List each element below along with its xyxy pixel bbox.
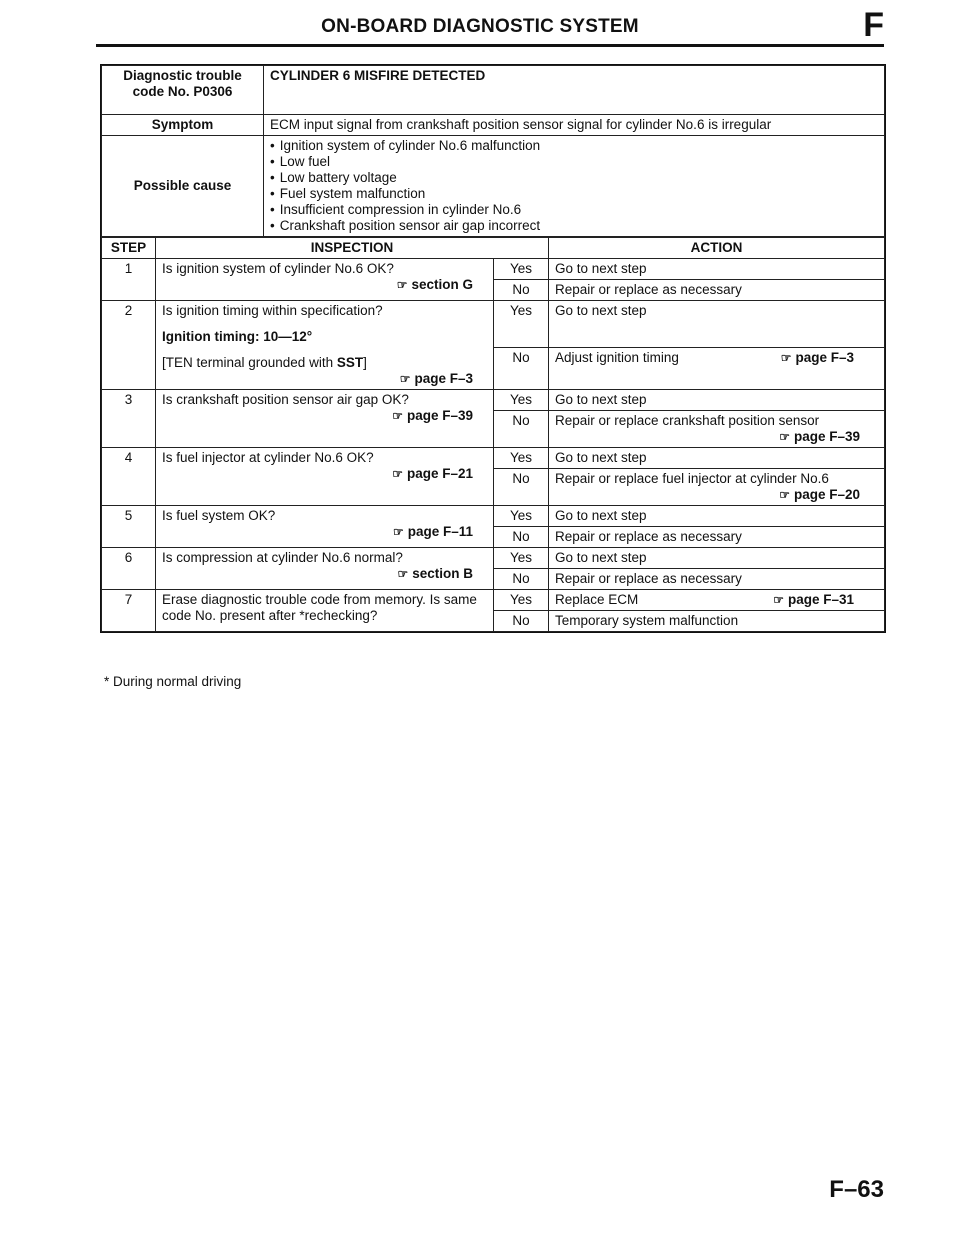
ten-prefix: [TEN terminal grounded with (162, 355, 337, 370)
yes-action: Go to next step (549, 548, 885, 569)
cause-item: • Ignition system of cylinder No.6 malfunction (270, 138, 878, 154)
reference-text: section B (412, 566, 473, 581)
yes-label: Yes (494, 448, 549, 469)
pointing-hand-icon: ☞ (392, 525, 404, 539)
cause-item: • Low fuel (270, 154, 878, 170)
step-number: 6 (102, 548, 156, 590)
step-number: 7 (102, 590, 156, 632)
specification: Ignition timing: 10—12° (162, 329, 313, 344)
no-action: Repair or replace as necessary (549, 569, 885, 590)
no-action: Repair or replace fuel injector at cylinder No.6 (555, 471, 829, 486)
pointing-hand-icon: ☞ (397, 567, 409, 581)
pointing-hand-icon: ☞ (779, 488, 790, 502)
yes-action: Go to next step (549, 259, 885, 280)
reference-text: page F–3 (414, 371, 473, 386)
symptom-text: ECM input signal from crankshaft position sensor signal for cylinder No.6 is irregular (264, 115, 885, 136)
yes-action: Go to next step (549, 390, 885, 411)
ten-condition (162, 355, 487, 371)
step-number: 5 (102, 506, 156, 548)
inspection-text: Is ignition timing within specification? (162, 303, 383, 318)
diagnostic-table (100, 64, 886, 633)
inspection-text: Is crankshaft position sensor air gap OK? (162, 392, 409, 407)
no-label: No (494, 348, 549, 390)
cause-list (270, 138, 878, 234)
cause-row (102, 136, 885, 237)
dtc-title: CYLINDER 6 MISFIRE DETECTED (264, 66, 885, 115)
yes-label: Yes (494, 548, 549, 569)
cause-item: • Insufficient compression in cylinder No.6 (270, 202, 878, 218)
reference (773, 592, 878, 608)
inspection-text: Is fuel injector at cylinder No.6 OK? (162, 450, 374, 465)
yes-action: Go to next step (549, 448, 885, 469)
ten-suffix: ] (363, 355, 367, 370)
pointing-hand-icon: ☞ (779, 430, 790, 444)
step-row (102, 590, 885, 611)
pointing-hand-icon: ☞ (392, 409, 403, 423)
pointing-hand-icon: ☞ (396, 278, 408, 292)
reference (162, 371, 487, 387)
step-row (102, 259, 885, 280)
no-action-cell (549, 411, 885, 448)
inspection-text: Is ignition system of cylinder No.6 OK? (162, 261, 394, 276)
yes-label: Yes (494, 259, 549, 280)
no-action: Adjust ignition timing (555, 350, 679, 365)
pointing-hand-icon: ☞ (392, 467, 403, 481)
step-number: 1 (102, 259, 156, 301)
reference (162, 277, 487, 293)
reference (162, 524, 487, 540)
steps-table (101, 237, 885, 632)
step-row (102, 390, 885, 411)
yes-label: Yes (494, 590, 549, 611)
step-inspection: Erase diagnostic trouble code from memory. Is same code No. present after *rechecking? (156, 590, 494, 632)
yes-label: Yes (494, 390, 549, 411)
no-action: Repair or replace as necessary (549, 280, 885, 301)
pointing-hand-icon: ☞ (773, 593, 784, 607)
yes-action: Go to next step (549, 506, 885, 527)
reference-text: page F–39 (793, 429, 860, 444)
reference (555, 429, 878, 445)
reference (781, 350, 878, 366)
no-label: No (494, 411, 549, 448)
cause-item: • Fuel system malfunction (270, 186, 878, 202)
inspection-text: Is compression at cylinder No.6 normal? (162, 550, 403, 565)
no-label: No (494, 280, 549, 301)
yes-action: Go to next step (549, 301, 885, 348)
steps-header-row (102, 238, 885, 259)
reference-text: page F–21 (406, 466, 473, 481)
no-label: No (494, 469, 549, 506)
reference-text: page F–20 (793, 487, 860, 502)
step-row (102, 448, 885, 469)
no-label: No (494, 569, 549, 590)
cause-label: Possible cause (102, 136, 264, 237)
step-inspection (156, 448, 494, 506)
section-letter: F (863, 6, 884, 44)
step-inspection (156, 301, 494, 390)
cause-cell (264, 136, 885, 237)
sst-label: SST (336, 355, 364, 370)
no-action: Repair or replace as necessary (549, 527, 885, 548)
no-action: Temporary system malfunction (549, 611, 885, 632)
symptom-label: Symptom (102, 115, 264, 136)
step-number: 3 (102, 390, 156, 448)
reference-text: page F–11 (407, 524, 473, 539)
col-step: STEP (102, 238, 156, 259)
pointing-hand-icon: ☞ (399, 372, 411, 386)
yes-label: Yes (494, 506, 549, 527)
reference-text: page F–31 (787, 592, 854, 607)
reference (162, 566, 487, 582)
step-row (102, 548, 885, 569)
step-inspection (156, 390, 494, 448)
step-inspection (156, 548, 494, 590)
step-row (102, 506, 885, 527)
cause-item: • Low battery voltage (270, 170, 878, 186)
step-inspection (156, 259, 494, 301)
reference-text: section G (411, 277, 473, 292)
step-inspection (156, 506, 494, 548)
dtc-label: Diagnostic trouble code No. P0306 (102, 66, 264, 115)
step-number: 4 (102, 448, 156, 506)
dtc-row (102, 66, 885, 115)
pointing-hand-icon: ☞ (780, 351, 792, 365)
reference (555, 487, 878, 503)
reference-text: page F–39 (406, 408, 473, 423)
col-action: ACTION (549, 238, 885, 259)
summary-table (101, 65, 885, 237)
col-inspection: INSPECTION (156, 238, 549, 259)
no-action-cell (549, 348, 885, 390)
yes-label: Yes (494, 301, 549, 348)
step-number: 2 (102, 301, 156, 390)
footnote: * During normal driving (104, 674, 242, 689)
page-number: F–63 (829, 1176, 884, 1203)
no-action-cell (549, 469, 885, 506)
cause-item: • Crankshaft position sensor air gap incorrect (270, 218, 878, 234)
step-row (102, 301, 885, 348)
yes-action-cell (549, 590, 885, 611)
inspection-text: Is fuel system OK? (162, 508, 276, 523)
reference-text: page F–3 (795, 350, 854, 365)
yes-action: Replace ECM (555, 592, 639, 607)
page-title: ON-BOARD DIAGNOSTIC SYSTEM (321, 16, 639, 37)
no-label: No (494, 611, 549, 632)
reference (162, 466, 487, 482)
header-rule (96, 44, 884, 47)
symptom-row (102, 115, 885, 136)
no-label: No (494, 527, 549, 548)
reference (162, 408, 487, 424)
no-action: Repair or replace crankshaft position sensor (555, 413, 820, 428)
